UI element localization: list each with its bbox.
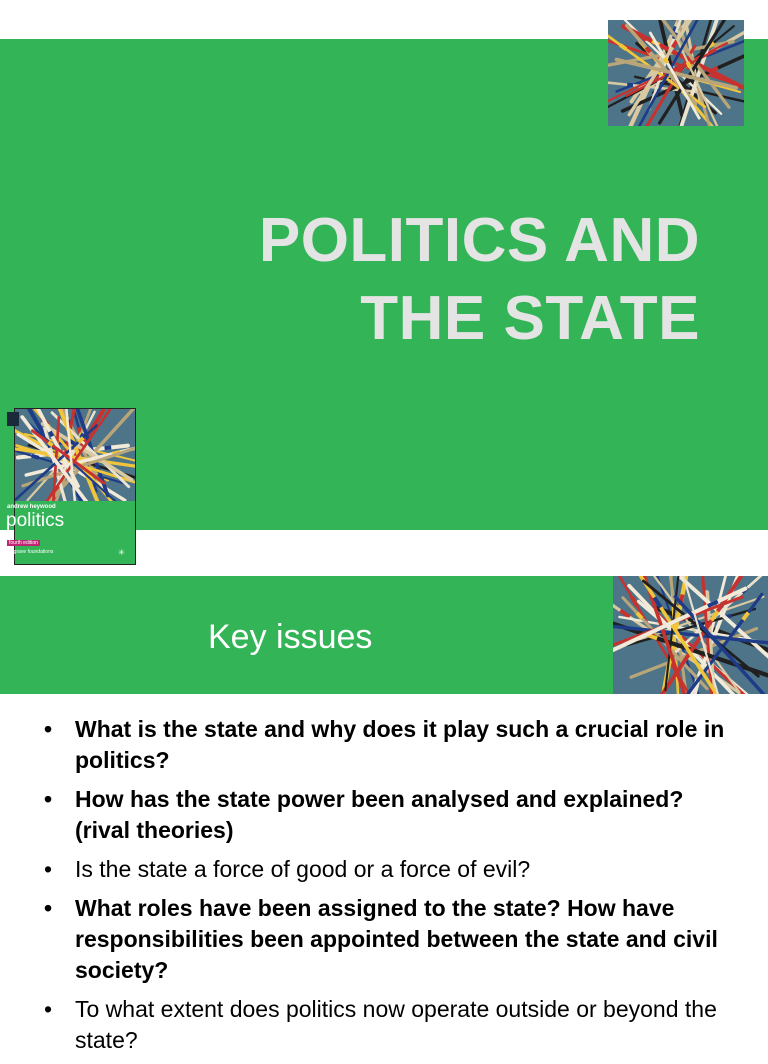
slide-title — [259, 202, 700, 358]
stick-band — [105, 447, 112, 448]
stick-band — [627, 85, 633, 86]
slide-title-line-2: THE STATE — [360, 284, 700, 353]
pick-up-sticks-image-banner — [613, 576, 768, 694]
pick-up-sticks-image-top — [608, 20, 744, 126]
stick-band — [631, 596, 637, 606]
book-cover-sticks-image — [15, 409, 135, 501]
cover-publisher: palgrave foundations — [7, 549, 54, 555]
cover-title: politics — [6, 510, 65, 531]
stick-band — [79, 427, 81, 433]
stick-band — [743, 613, 748, 620]
publisher-logo-icon — [7, 412, 19, 426]
list-item: • To what extent does politics now operate outside or beyond the state? — [44, 994, 734, 1056]
key-issues-heading: Key issues — [208, 618, 373, 656]
stick-band — [688, 62, 690, 67]
key-issues-list — [44, 714, 734, 1064]
stick-band — [665, 58, 668, 63]
cover-star-icon: ✳ — [118, 548, 125, 557]
list-item: • Is the state a force of good or a force of evil? — [44, 854, 734, 885]
list-item: • What is the state and why does it play such a crucial role in politics? — [44, 714, 734, 776]
stick-band — [32, 456, 39, 458]
cover-edition: fourth edition — [9, 540, 38, 546]
stick-band — [50, 432, 52, 437]
list-item: • What roles have been assigned to the state? How have responsibilities been appointed between the state and civil society? — [44, 893, 734, 986]
slide-title-line-1: POLITICS AND — [258, 206, 700, 275]
stick-band — [48, 442, 52, 445]
list-item: • How has the state power been analysed and explained? (rival theories) — [44, 784, 734, 846]
stick-band — [620, 611, 629, 617]
cover-author: andrew heywood — [7, 504, 56, 510]
